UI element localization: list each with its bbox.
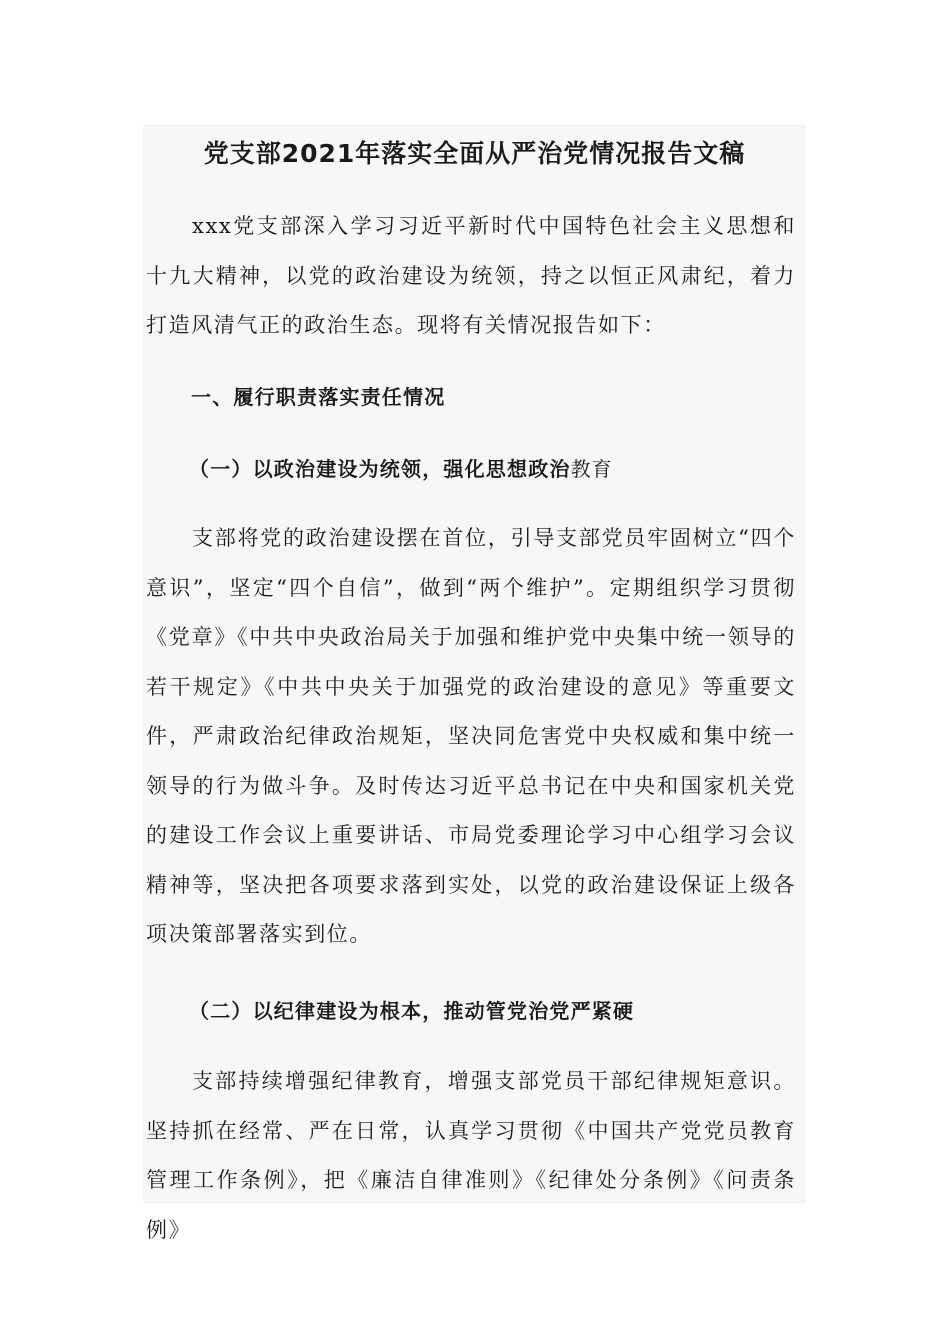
subsection-paragraph-2: 支部持续增强纪律教育，增强支部党员干部纪律规矩意识。坚持抓在经常、严在日常，认真学习贯彻《中国共产党党员教育管理工作条例》，把《廉洁自律准则》《纪律处分条例》《问责条例》 bbox=[146, 1069, 796, 1242]
intro-paragraph: xxx党支部深入学习习近平新时代中国特色社会主义思想和十九大精神，以党的政治建设为统领，持之以恒正风肃纪，着力打造风清气正的政治生态。现将有关情况报告如下： bbox=[146, 214, 796, 337]
section-heading-1: 一、履行职责落实责任情况 bbox=[191, 385, 446, 409]
subsection-heading-1-tail: 教育 bbox=[570, 457, 614, 481]
subsection-heading-1 bbox=[189, 453, 613, 482]
subsection-heading-1-bold: （一）以政治建设为统领，强化思想政治 bbox=[189, 457, 571, 481]
subsection-paragraph-1: 支部将党的政治建设摆在首位，引导支部党员牢固树立“四个意识”，坚定“四个自信”，做到“两个维护”。定期组织学习贯彻《党章》《中共中央政治局关于加强和维护党中央集中统一领导的若干规定》《中共中央关于加强党的政治建设的意见》等重要文件，严肃政治纪律政治规矩，坚决同危害党中央权威和集中统一领导的行为做斗争。及时传达习近平总书记在中央和国家机关党的建设工作会议上重要讲话、市局党委理论学习中心组学习会议精神等，坚决把各项要求落到实处，以党的政治建设保证上级各项决策部署落实到位。 bbox=[146, 526, 796, 946]
subsection-heading-2: （二）以纪律建设为根本，推动管党治党严紧硬 bbox=[189, 999, 635, 1023]
document-title: 党支部2021年落实全面从严治党情况报告文稿 bbox=[203, 139, 746, 168]
document-page bbox=[143, 124, 806, 1242]
